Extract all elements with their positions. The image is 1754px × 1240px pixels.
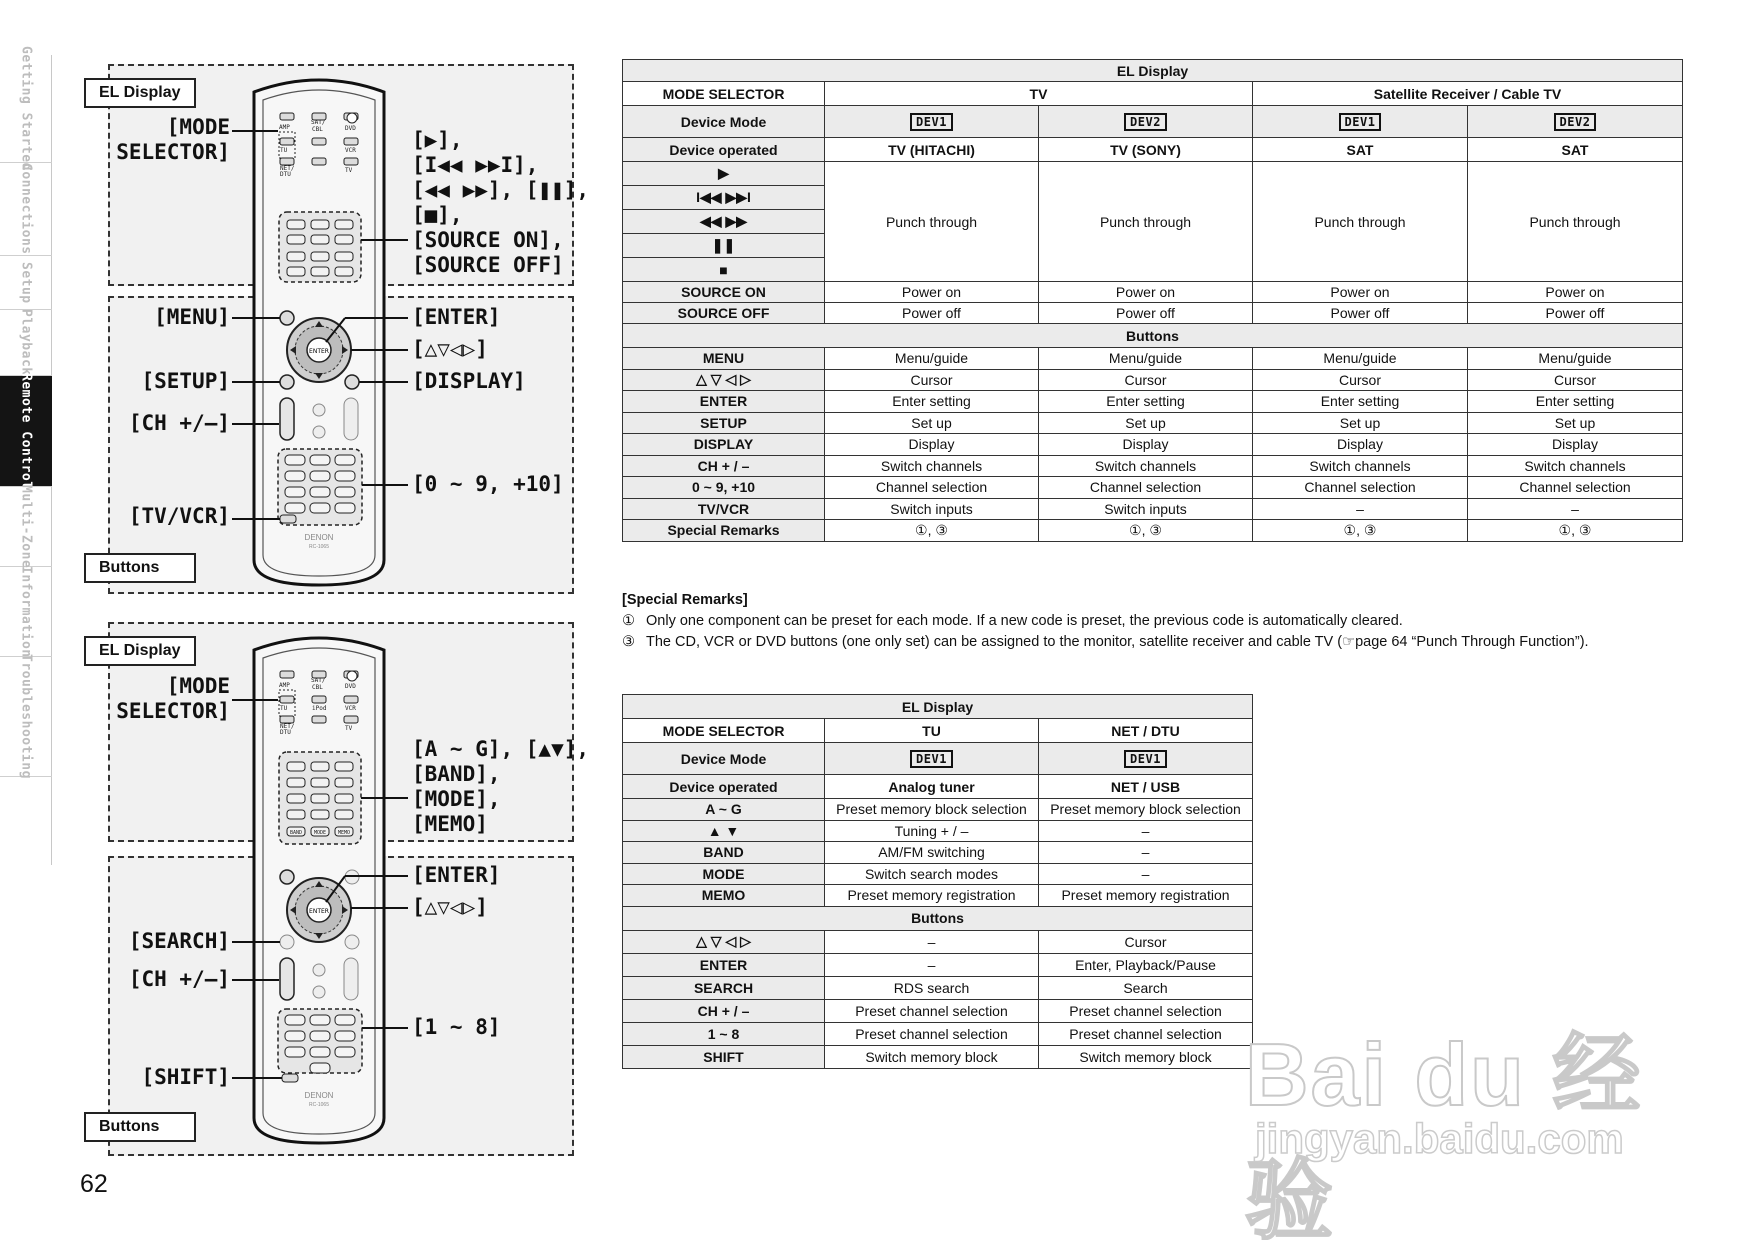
el-display-tag: EL Display bbox=[84, 78, 196, 108]
label-line: [MODE bbox=[166, 674, 230, 698]
key-label: AMP bbox=[279, 124, 290, 131]
label-setup: [SETUP] bbox=[141, 369, 230, 393]
table-cell: – bbox=[1039, 842, 1253, 864]
key-label: VCR bbox=[345, 705, 356, 712]
label-cursor: [△▽◁▷] bbox=[412, 895, 488, 919]
remote-top bbox=[232, 80, 408, 585]
label-ch: [CH +/–] bbox=[128, 967, 230, 991]
device-cell: SAT bbox=[1253, 138, 1468, 162]
label-ch: [CH +/–] bbox=[128, 411, 230, 435]
key-label: TU bbox=[280, 705, 288, 712]
row-label: MENU bbox=[623, 348, 825, 370]
table-row bbox=[623, 477, 1683, 499]
label-cursor: [△▽◁▷] bbox=[412, 337, 488, 361]
table-cell: – bbox=[1468, 498, 1683, 520]
label-number-keys: [1 ~ 8] bbox=[412, 1015, 501, 1039]
table-row bbox=[623, 391, 1683, 413]
row-label: SOURCE OFF bbox=[623, 303, 825, 324]
table-cell: Switch channels bbox=[825, 455, 1039, 477]
table-cell: Switch inputs bbox=[1039, 498, 1253, 520]
row-label: Device operated bbox=[623, 138, 825, 162]
table-cell: Preset memory block selection bbox=[1039, 799, 1253, 821]
key-label: AMP bbox=[279, 682, 290, 689]
label-line: [◀◀ ▶▶], [❚❚], bbox=[412, 178, 590, 202]
el-display-tag: EL Display bbox=[84, 636, 196, 666]
row-label: 1 ~ 8 bbox=[623, 1022, 825, 1045]
table-row bbox=[623, 520, 1683, 542]
device-cell: TV (SONY) bbox=[1039, 138, 1253, 162]
table-cell: – bbox=[1253, 498, 1468, 520]
table-row bbox=[623, 842, 1253, 864]
table-cell: Power on bbox=[1468, 282, 1683, 303]
table-cell: Preset channel selection bbox=[1039, 999, 1253, 1022]
label-mode-selector bbox=[116, 115, 230, 165]
label-display: [DISPLAY] bbox=[412, 369, 526, 393]
row-label: ▲ ▼ bbox=[623, 820, 825, 842]
table-cell: Preset channel selection bbox=[1039, 1022, 1253, 1045]
table-cell: Switch memory block bbox=[825, 1045, 1039, 1068]
table-cell: Cursor bbox=[1253, 369, 1468, 391]
label-shift: [SHIFT] bbox=[141, 1065, 230, 1089]
table-row bbox=[623, 953, 1253, 976]
row-label: ENTER bbox=[623, 953, 825, 976]
remark-text: Only one component can be preset for each mode. If a new code is preset, the previous code is automatically cleared. bbox=[646, 613, 1403, 629]
table-cell: Power off bbox=[825, 303, 1039, 324]
enter-key-label: ENTER bbox=[309, 908, 329, 915]
table-cell: Switch channels bbox=[1468, 455, 1683, 477]
device-mode-badge: DEV1 bbox=[910, 750, 953, 768]
table-row bbox=[623, 455, 1683, 477]
row-label: MEMO bbox=[623, 885, 825, 907]
table-title: EL Display bbox=[623, 60, 1683, 82]
row-label: 0 ~ 9, +10 bbox=[623, 477, 825, 499]
table-cell: AM/FM switching bbox=[825, 842, 1039, 864]
table-cell: ①, ③ bbox=[825, 520, 1039, 542]
table-cell: Set up bbox=[1468, 412, 1683, 434]
device-cell: TV (HITACHI) bbox=[825, 138, 1039, 162]
table-row bbox=[623, 799, 1253, 821]
table-cell: – bbox=[825, 953, 1039, 976]
tab-label: Information bbox=[18, 565, 34, 658]
label-line: [A ~ G], [▲▼], bbox=[412, 737, 590, 761]
tab-label: Multi-Zone bbox=[18, 484, 34, 569]
key-label: MODE bbox=[313, 830, 327, 836]
group-header: NET / DTU bbox=[1039, 719, 1253, 743]
section-header: Buttons bbox=[623, 324, 1683, 348]
key-label: TU bbox=[280, 147, 288, 154]
table-row bbox=[623, 863, 1253, 885]
tab-label: Connections bbox=[18, 163, 34, 255]
label-line: [MEMO] bbox=[412, 812, 488, 836]
table-title: EL Display bbox=[623, 695, 1253, 719]
table-cell: Channel selection bbox=[825, 477, 1039, 499]
tab-label: Remote Control bbox=[18, 372, 34, 490]
table-cell: – bbox=[1039, 863, 1253, 885]
baidu-watermark bbox=[1245, 985, 1665, 1240]
brand-label: DENON bbox=[304, 1091, 334, 1100]
table-cell: Enter setting bbox=[1039, 391, 1253, 413]
buttons-tag: Buttons bbox=[84, 553, 196, 583]
table-cell: Enter setting bbox=[825, 391, 1039, 413]
device-cell: NET / USB bbox=[1039, 775, 1253, 799]
table-cell: Preset memory registration bbox=[1039, 885, 1253, 907]
table-cell: – bbox=[825, 930, 1039, 953]
row-label: MODE bbox=[623, 863, 825, 885]
key-label: NET/ bbox=[280, 723, 295, 730]
table-cell: Display bbox=[1253, 434, 1468, 456]
key-label: CBL bbox=[312, 684, 323, 691]
label-line: [▶], bbox=[412, 128, 463, 152]
remark-text: The CD, VCR or DVD buttons (one only set) can be assigned to the monitor, satellite receiver and cable TV (☞page 64 “Punch Through Function”). bbox=[646, 634, 1589, 650]
table-cell: Menu/guide bbox=[1468, 348, 1683, 370]
table-cell: Power off bbox=[1039, 303, 1253, 324]
key-label: SAT/ bbox=[311, 677, 326, 684]
table-cell: Enter setting bbox=[1253, 391, 1468, 413]
tab-label: Getting Started bbox=[18, 46, 34, 171]
device-mode-badge: DEV1 bbox=[1124, 750, 1167, 768]
table-cell: Enter setting bbox=[1468, 391, 1683, 413]
table-cell: Cursor bbox=[825, 369, 1039, 391]
row-label: ◀◀ ▶▶ bbox=[623, 210, 825, 234]
row-label: SOURCE ON bbox=[623, 282, 825, 303]
watermark-logo: Bai du 经验 bbox=[1245, 1025, 1643, 1240]
table-cell: Set up bbox=[825, 412, 1039, 434]
table-row bbox=[623, 348, 1683, 370]
table-cell: Cursor bbox=[1039, 930, 1253, 953]
table-cell: ①, ③ bbox=[1039, 520, 1253, 542]
table-cell: Power off bbox=[1253, 303, 1468, 324]
table-cell: Preset memory block selection bbox=[825, 799, 1039, 821]
row-label: BAND bbox=[623, 842, 825, 864]
device-mode-badge: DEV2 bbox=[1124, 113, 1167, 131]
brand-label: DENON bbox=[304, 533, 334, 542]
table-cell: Display bbox=[825, 434, 1039, 456]
table-cell: Menu/guide bbox=[825, 348, 1039, 370]
row-label: ▶ bbox=[623, 162, 825, 186]
buttons-tag: Buttons bbox=[84, 1112, 196, 1142]
label-line: SELECTOR] bbox=[116, 140, 230, 164]
table-cell: Power on bbox=[1253, 282, 1468, 303]
section-header: Buttons bbox=[623, 906, 1253, 930]
page-number: 62 bbox=[80, 1170, 108, 1198]
table-cell: Power on bbox=[825, 282, 1039, 303]
table-cell: Switch inputs bbox=[825, 498, 1039, 520]
key-label: TV bbox=[345, 167, 353, 174]
key-label: DVD bbox=[345, 683, 356, 690]
table-cell: RDS search bbox=[825, 976, 1039, 999]
key-label: CBL bbox=[312, 126, 323, 133]
row-label: △ ▽ ◁ ▷ bbox=[623, 930, 825, 953]
label-menu: [MENU] bbox=[154, 305, 230, 329]
table-cell: Tuning + / – bbox=[825, 820, 1039, 842]
row-label: ■ bbox=[623, 258, 825, 282]
table-cell: Power off bbox=[1468, 303, 1683, 324]
special-remarks bbox=[622, 590, 1682, 653]
row-label: MODE SELECTOR bbox=[623, 719, 825, 743]
model-label: RC-1065 bbox=[308, 1102, 330, 1108]
table-row bbox=[623, 434, 1683, 456]
table-cell: Cursor bbox=[1039, 369, 1253, 391]
remark-number: ③ bbox=[622, 634, 635, 650]
device-mode-badge: DEV1 bbox=[1339, 113, 1382, 131]
key-label: TV bbox=[345, 725, 353, 732]
row-label: I◀◀ ▶▶I bbox=[623, 186, 825, 210]
label-enter: [ENTER] bbox=[412, 305, 501, 329]
table-cell: Preset channel selection bbox=[825, 1022, 1039, 1045]
table-cell: Channel selection bbox=[1468, 477, 1683, 499]
label-line: [SOURCE OFF] bbox=[412, 253, 564, 277]
remarks-heading: [Special Remarks] bbox=[622, 592, 748, 608]
label-line: [MODE], bbox=[412, 787, 501, 811]
key-label: iPod bbox=[312, 705, 327, 712]
table-cell: ①, ③ bbox=[1253, 520, 1468, 542]
key-label: DTU bbox=[280, 171, 291, 178]
table-cell: Enter, Playback/Pause bbox=[1039, 953, 1253, 976]
label-tv-vcr: [TV/VCR] bbox=[128, 504, 230, 528]
label-enter: [ENTER] bbox=[412, 863, 501, 887]
label-line: SELECTOR] bbox=[116, 699, 230, 723]
device-cell: Analog tuner bbox=[825, 775, 1039, 799]
table-row bbox=[623, 412, 1683, 434]
table-cell: ①, ③ bbox=[1468, 520, 1683, 542]
remark-item bbox=[622, 632, 1682, 653]
table-cell: Preset channel selection bbox=[825, 999, 1039, 1022]
tab-label: Setup bbox=[18, 261, 34, 304]
row-label: A ~ G bbox=[623, 799, 825, 821]
key-label: MEMO bbox=[337, 830, 351, 836]
table-cell: Switch memory block bbox=[1039, 1045, 1253, 1068]
row-label: SEARCH bbox=[623, 976, 825, 999]
row-label: TV/VCR bbox=[623, 498, 825, 520]
table-cell: Punch through bbox=[1253, 162, 1468, 282]
label-line: [BAND], bbox=[412, 762, 501, 786]
label-number-keys: [0 ~ 9, +10] bbox=[412, 472, 564, 496]
tab-label: Playback bbox=[18, 309, 34, 376]
table-cell: Punch through bbox=[825, 162, 1039, 282]
row-label: DISPLAY bbox=[623, 434, 825, 456]
key-label: DVD bbox=[345, 125, 356, 132]
table-row bbox=[623, 498, 1683, 520]
row-label: Device Mode bbox=[623, 106, 825, 138]
key-label: NET/ bbox=[280, 165, 295, 172]
table-row bbox=[623, 999, 1253, 1022]
row-label: △ ▽ ◁ ▷ bbox=[623, 369, 825, 391]
key-label: VCR bbox=[345, 147, 356, 154]
table-cell: Set up bbox=[1039, 412, 1253, 434]
remote-bottom bbox=[232, 638, 408, 1143]
table-cell: Switch search modes bbox=[825, 863, 1039, 885]
table-cell: Punch through bbox=[1039, 162, 1253, 282]
row-label: CH + / – bbox=[623, 999, 825, 1022]
row-label: ❚❚ bbox=[623, 234, 825, 258]
table-row bbox=[623, 885, 1253, 907]
row-label: SETUP bbox=[623, 412, 825, 434]
table-row bbox=[623, 976, 1253, 999]
table-cell: Channel selection bbox=[1253, 477, 1468, 499]
label-tuner-keys bbox=[412, 737, 589, 837]
label-transport-source bbox=[412, 128, 589, 278]
table-cell: Search bbox=[1039, 976, 1253, 999]
label-line: [■], bbox=[412, 203, 463, 227]
table-row bbox=[623, 303, 1683, 324]
table-cell: – bbox=[1039, 820, 1253, 842]
key-label: SAT/ bbox=[311, 119, 326, 126]
key-label: BAND bbox=[289, 830, 303, 836]
table-row bbox=[623, 1022, 1253, 1045]
device-mode-badge: DEV1 bbox=[910, 113, 953, 131]
row-label: Special Remarks bbox=[623, 520, 825, 542]
table-row bbox=[623, 1045, 1253, 1068]
group-header: TV bbox=[825, 82, 1253, 106]
row-label: ENTER bbox=[623, 391, 825, 413]
row-label: Device Mode bbox=[623, 743, 825, 775]
table-cell: Cursor bbox=[1468, 369, 1683, 391]
row-label: MODE SELECTOR bbox=[623, 82, 825, 106]
table-cell: Set up bbox=[1253, 412, 1468, 434]
table-cell: Menu/guide bbox=[1253, 348, 1468, 370]
group-header: TU bbox=[825, 719, 1039, 743]
table-cell: Punch through bbox=[1468, 162, 1683, 282]
table-row bbox=[623, 282, 1683, 303]
table-row bbox=[623, 930, 1253, 953]
key-label: DTU bbox=[280, 729, 291, 736]
remark-item bbox=[622, 611, 1682, 632]
table-cell: Power on bbox=[1039, 282, 1253, 303]
table-cell: Preset memory registration bbox=[825, 885, 1039, 907]
table-cell: Switch channels bbox=[1039, 455, 1253, 477]
label-line: [MODE bbox=[166, 115, 230, 139]
table-cell: Menu/guide bbox=[1039, 348, 1253, 370]
row-label: Device operated bbox=[623, 775, 825, 799]
enter-key-label: ENTER bbox=[309, 348, 329, 355]
table-row bbox=[623, 820, 1253, 842]
row-label: SHIFT bbox=[623, 1045, 825, 1068]
table-cell: Switch channels bbox=[1253, 455, 1468, 477]
remark-number: ① bbox=[622, 613, 635, 629]
label-mode-selector bbox=[116, 674, 230, 724]
label-line: [SOURCE ON], bbox=[412, 228, 564, 252]
device-cell: SAT bbox=[1468, 138, 1683, 162]
table-cell: Channel selection bbox=[1039, 477, 1253, 499]
tab-label: Troubleshooting bbox=[18, 654, 34, 779]
table-cell: Display bbox=[1039, 434, 1253, 456]
el-display-table-tu-net bbox=[622, 694, 1253, 1069]
table-row bbox=[623, 369, 1683, 391]
device-mode-badge: DEV2 bbox=[1554, 113, 1597, 131]
watermark-url: jingyan.baidu.com bbox=[1255, 1115, 1624, 1162]
row-label: CH + / – bbox=[623, 455, 825, 477]
el-display-table-tv-sat bbox=[622, 59, 1683, 542]
model-label: RC-1065 bbox=[308, 544, 330, 550]
label-search: [SEARCH] bbox=[128, 929, 230, 953]
group-header: Satellite Receiver / Cable TV bbox=[1253, 82, 1683, 106]
table-cell: Display bbox=[1468, 434, 1683, 456]
label-line: [I◀◀ ▶▶I], bbox=[412, 153, 539, 177]
